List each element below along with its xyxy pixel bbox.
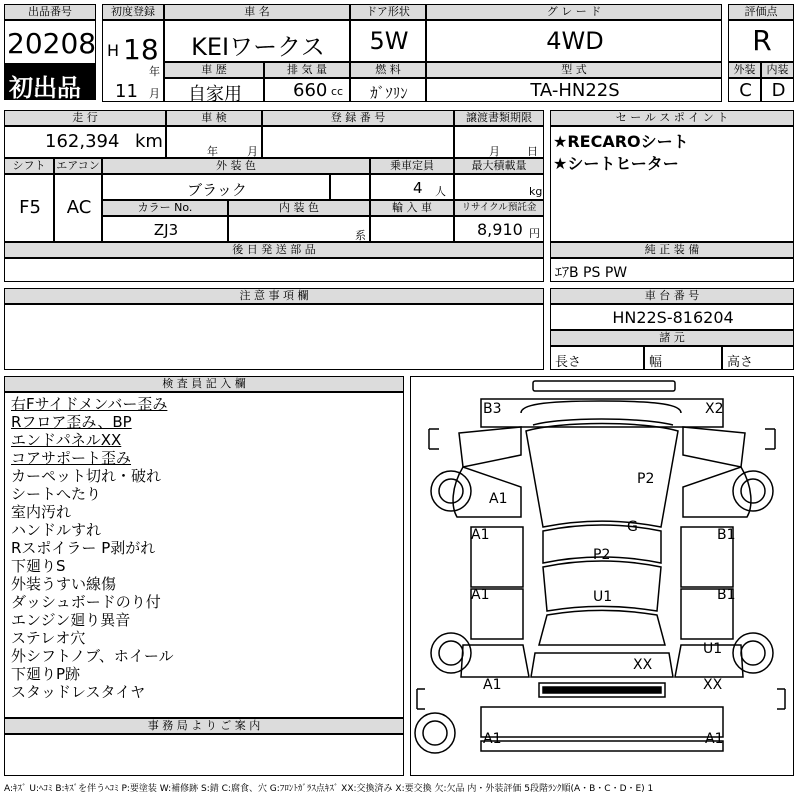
mark-a1-fl: A1 bbox=[489, 491, 508, 507]
first-listing-text: 初出品 bbox=[9, 74, 81, 102]
mark-u1-mid: U1 bbox=[593, 589, 613, 605]
mark-xx-r: XX bbox=[703, 677, 723, 693]
notice-box bbox=[4, 304, 544, 370]
reg-box bbox=[102, 20, 164, 102]
int-label: 内装 bbox=[761, 62, 794, 78]
exterior-color-box bbox=[102, 174, 330, 200]
chassis-no: HN22S-816204 bbox=[612, 308, 734, 327]
footer-legend: A:ｷｽﾞ U:ﾍｺﾐ B:ｷｽﾞを伴うﾍｺﾐ P:要塗装 W:補修跡 S:錆 C:腐食、穴 G:ﾌﾛﾝﾄｶﾞﾗｽ点ｷｽﾞ XX:交換済み X:要交換 欠:欠品 内・外装評価 5段階ﾗﾝｸ順(A・B・C・D・E) 1 bbox=[4, 784, 654, 794]
car-outline bbox=[411, 377, 793, 775]
note-line: カーペット切れ・破れ bbox=[11, 467, 162, 485]
int-score-box bbox=[761, 78, 794, 102]
mark-a1-l2: A1 bbox=[471, 587, 490, 603]
color-no: ZJ3 bbox=[153, 221, 179, 239]
note-line: 右Fサイドメンバー歪み bbox=[11, 395, 168, 413]
ext-label: 外装 bbox=[728, 62, 761, 78]
mark-a1-bl: A1 bbox=[483, 731, 502, 747]
door-type: 5W bbox=[369, 27, 409, 55]
mark-x2: X2 bbox=[705, 401, 724, 417]
inspection-box bbox=[166, 126, 262, 158]
note-line: スタッドレスタイヤ bbox=[11, 683, 146, 701]
office-box bbox=[4, 734, 404, 776]
color-no-label: カラー No. bbox=[102, 200, 228, 216]
name-box bbox=[164, 20, 350, 62]
mileage-box bbox=[4, 126, 166, 158]
model: TA-HN22S bbox=[530, 80, 620, 101]
capacity-label: 乗車定員 bbox=[370, 158, 454, 174]
history: 自家用 bbox=[188, 84, 242, 105]
sales-points-box bbox=[550, 126, 794, 242]
fuel-box bbox=[350, 78, 426, 102]
interior-suffix: 系 bbox=[355, 229, 366, 242]
lot-no: 20208 bbox=[7, 27, 97, 60]
dims-label: 諸 元 bbox=[550, 330, 794, 346]
model-label: 型 式 bbox=[426, 62, 722, 78]
sales-point-1: ★RECAROシート bbox=[553, 132, 689, 151]
recycle-label: リサイクル預託金 bbox=[454, 200, 544, 216]
mileage: 162,394 bbox=[45, 131, 120, 152]
equipment: ｴｱB PS PW bbox=[555, 265, 628, 281]
note-line: エンドパネルXX bbox=[11, 431, 122, 449]
note-line: エンジン廻り異音 bbox=[11, 611, 131, 629]
length-box bbox=[550, 346, 644, 370]
sales-point-2: ★シートヒーター bbox=[553, 154, 679, 173]
mark-p2-mid: P2 bbox=[593, 547, 611, 563]
note-line: 室内汚れ bbox=[11, 503, 72, 521]
history-box bbox=[164, 78, 264, 105]
shift-box bbox=[4, 174, 54, 242]
note-line: コアサポート歪み bbox=[11, 449, 132, 467]
mark-u1-r: U1 bbox=[703, 641, 723, 657]
regno-box bbox=[262, 126, 454, 158]
reg-era: H bbox=[107, 41, 120, 60]
grade: 4WD bbox=[546, 27, 604, 55]
note-line: ステレオ穴 bbox=[11, 629, 86, 647]
reg-year-unit: 年 bbox=[149, 65, 160, 78]
lot-no-label: 出品番号 bbox=[4, 4, 96, 20]
ext-score-box bbox=[728, 78, 761, 102]
length-label: 長さ bbox=[555, 355, 582, 370]
inspector-label: 検 査 員 記 入 欄 bbox=[4, 376, 404, 392]
later-parts-label: 後 日 発 送 部 品 bbox=[4, 242, 544, 258]
reg-month-unit: 月 bbox=[149, 87, 160, 100]
mark-p2-top: P2 bbox=[637, 471, 655, 487]
equipment-label: 純 正 装 備 bbox=[550, 242, 794, 258]
interior-color-box bbox=[228, 216, 370, 242]
later-parts-box bbox=[4, 258, 544, 282]
height-box bbox=[722, 346, 794, 370]
note-line: 下廻りP跡 bbox=[11, 665, 81, 683]
exterior-color-extra bbox=[330, 174, 370, 200]
displacement-box bbox=[264, 78, 350, 102]
transfer-month-unit: 月 bbox=[489, 145, 500, 158]
capacity-box bbox=[370, 174, 454, 200]
mark-b1-r1: B1 bbox=[717, 527, 736, 543]
chassis-box bbox=[550, 304, 794, 330]
mark-a1-rl: A1 bbox=[483, 677, 502, 693]
capacity: 4 bbox=[413, 179, 423, 197]
note-line: 外装うすい線傷 bbox=[11, 575, 117, 593]
car-diagram bbox=[410, 376, 794, 776]
mark-a1-br: A1 bbox=[705, 731, 724, 747]
inspector-notes bbox=[4, 392, 404, 718]
note-line: ダッシュボードのり付 bbox=[11, 593, 161, 611]
exterior-color-label: 外 装 色 bbox=[102, 158, 370, 174]
import-label: 輸 入 車 bbox=[370, 200, 454, 216]
equipment-box bbox=[550, 258, 794, 282]
transfer-label: 譲渡書類期限 bbox=[454, 110, 544, 126]
fuel-label: 燃 料 bbox=[350, 62, 426, 78]
note-line: Rフロア歪み、BP bbox=[11, 413, 132, 431]
insp-year-unit: 年 bbox=[207, 145, 218, 158]
recycle-box bbox=[454, 216, 544, 242]
exterior-color: ブラック bbox=[187, 181, 247, 199]
payload-unit: kg bbox=[529, 185, 543, 198]
int-score: D bbox=[771, 80, 786, 101]
lot-no-box bbox=[4, 20, 96, 64]
model-box bbox=[426, 78, 722, 102]
door-box bbox=[350, 20, 426, 62]
regno-label: 登 録 番 号 bbox=[262, 110, 454, 126]
notice-label: 注 意 事 項 欄 bbox=[4, 288, 544, 304]
fuel: ｶﾞｿﾘﾝ bbox=[370, 84, 408, 102]
mark-g: G bbox=[627, 519, 638, 535]
displacement-label: 排 気 量 bbox=[264, 62, 350, 78]
mark-xx-mid: XX bbox=[633, 657, 653, 673]
score-label: 評価点 bbox=[728, 4, 794, 20]
transfer-day-unit: 日 bbox=[527, 145, 538, 158]
ext-score: C bbox=[739, 80, 752, 101]
shift-label: シフト bbox=[4, 158, 54, 174]
ac-label: エアコン bbox=[54, 158, 102, 174]
recycle: 8,910 bbox=[477, 220, 523, 239]
insp-month-unit: 月 bbox=[247, 145, 258, 158]
history-label: 車 歴 bbox=[164, 62, 264, 78]
note-line: 外シフトノブ、ホイール bbox=[11, 647, 174, 665]
capacity-unit: 人 bbox=[435, 185, 446, 198]
interior-color-label: 内 装 色 bbox=[228, 200, 370, 216]
mark-a1-l1: A1 bbox=[471, 527, 490, 543]
ac: AC bbox=[66, 197, 92, 218]
reg-label: 初度登録 bbox=[102, 4, 164, 20]
score: R bbox=[752, 24, 772, 57]
height-label: 高さ bbox=[727, 355, 754, 370]
ac-box bbox=[54, 174, 102, 242]
width-label: 幅 bbox=[649, 355, 663, 370]
mark-b1-r2: B1 bbox=[717, 587, 736, 603]
payload-label: 最大積載量 bbox=[454, 158, 544, 174]
mileage-label: 走 行 bbox=[4, 110, 166, 126]
car-name: KEIワークス bbox=[191, 33, 325, 61]
recycle-unit: 円 bbox=[529, 227, 540, 240]
transfer-box bbox=[454, 126, 544, 158]
reg-month: 11 bbox=[115, 81, 138, 102]
grade-box bbox=[426, 20, 722, 62]
inspection-label: 車 検 bbox=[166, 110, 262, 126]
name-label: 車 名 bbox=[164, 4, 350, 20]
first-listing-badge bbox=[4, 64, 96, 100]
displacement-unit: cc bbox=[331, 85, 344, 98]
grade-label: グ レ ー ド bbox=[426, 4, 722, 20]
shift: F5 bbox=[19, 197, 41, 218]
note-line: シートへたり bbox=[11, 485, 102, 503]
displacement: 660 bbox=[293, 80, 328, 101]
score-box bbox=[728, 20, 794, 62]
width-box bbox=[644, 346, 722, 370]
note-line: Rスポイラー P剥がれ bbox=[11, 539, 156, 557]
mileage-unit: km bbox=[135, 131, 163, 152]
chassis-label: 車 台 番 号 bbox=[550, 288, 794, 304]
note-line: 下廻りS bbox=[11, 557, 66, 575]
reg-year: 18 bbox=[123, 33, 159, 66]
sales-points-label: セ ー ル ス ポ イ ン ト bbox=[550, 110, 794, 126]
office-label: 事 務 局 よ り ご 案 内 bbox=[4, 718, 404, 734]
mark-b3: B3 bbox=[483, 401, 502, 417]
import-box bbox=[370, 216, 454, 242]
color-no-box bbox=[102, 216, 228, 242]
note-line: ハンドルすれ bbox=[11, 521, 102, 539]
payload-box bbox=[454, 174, 544, 200]
door-label: ドア形状 bbox=[350, 4, 426, 20]
